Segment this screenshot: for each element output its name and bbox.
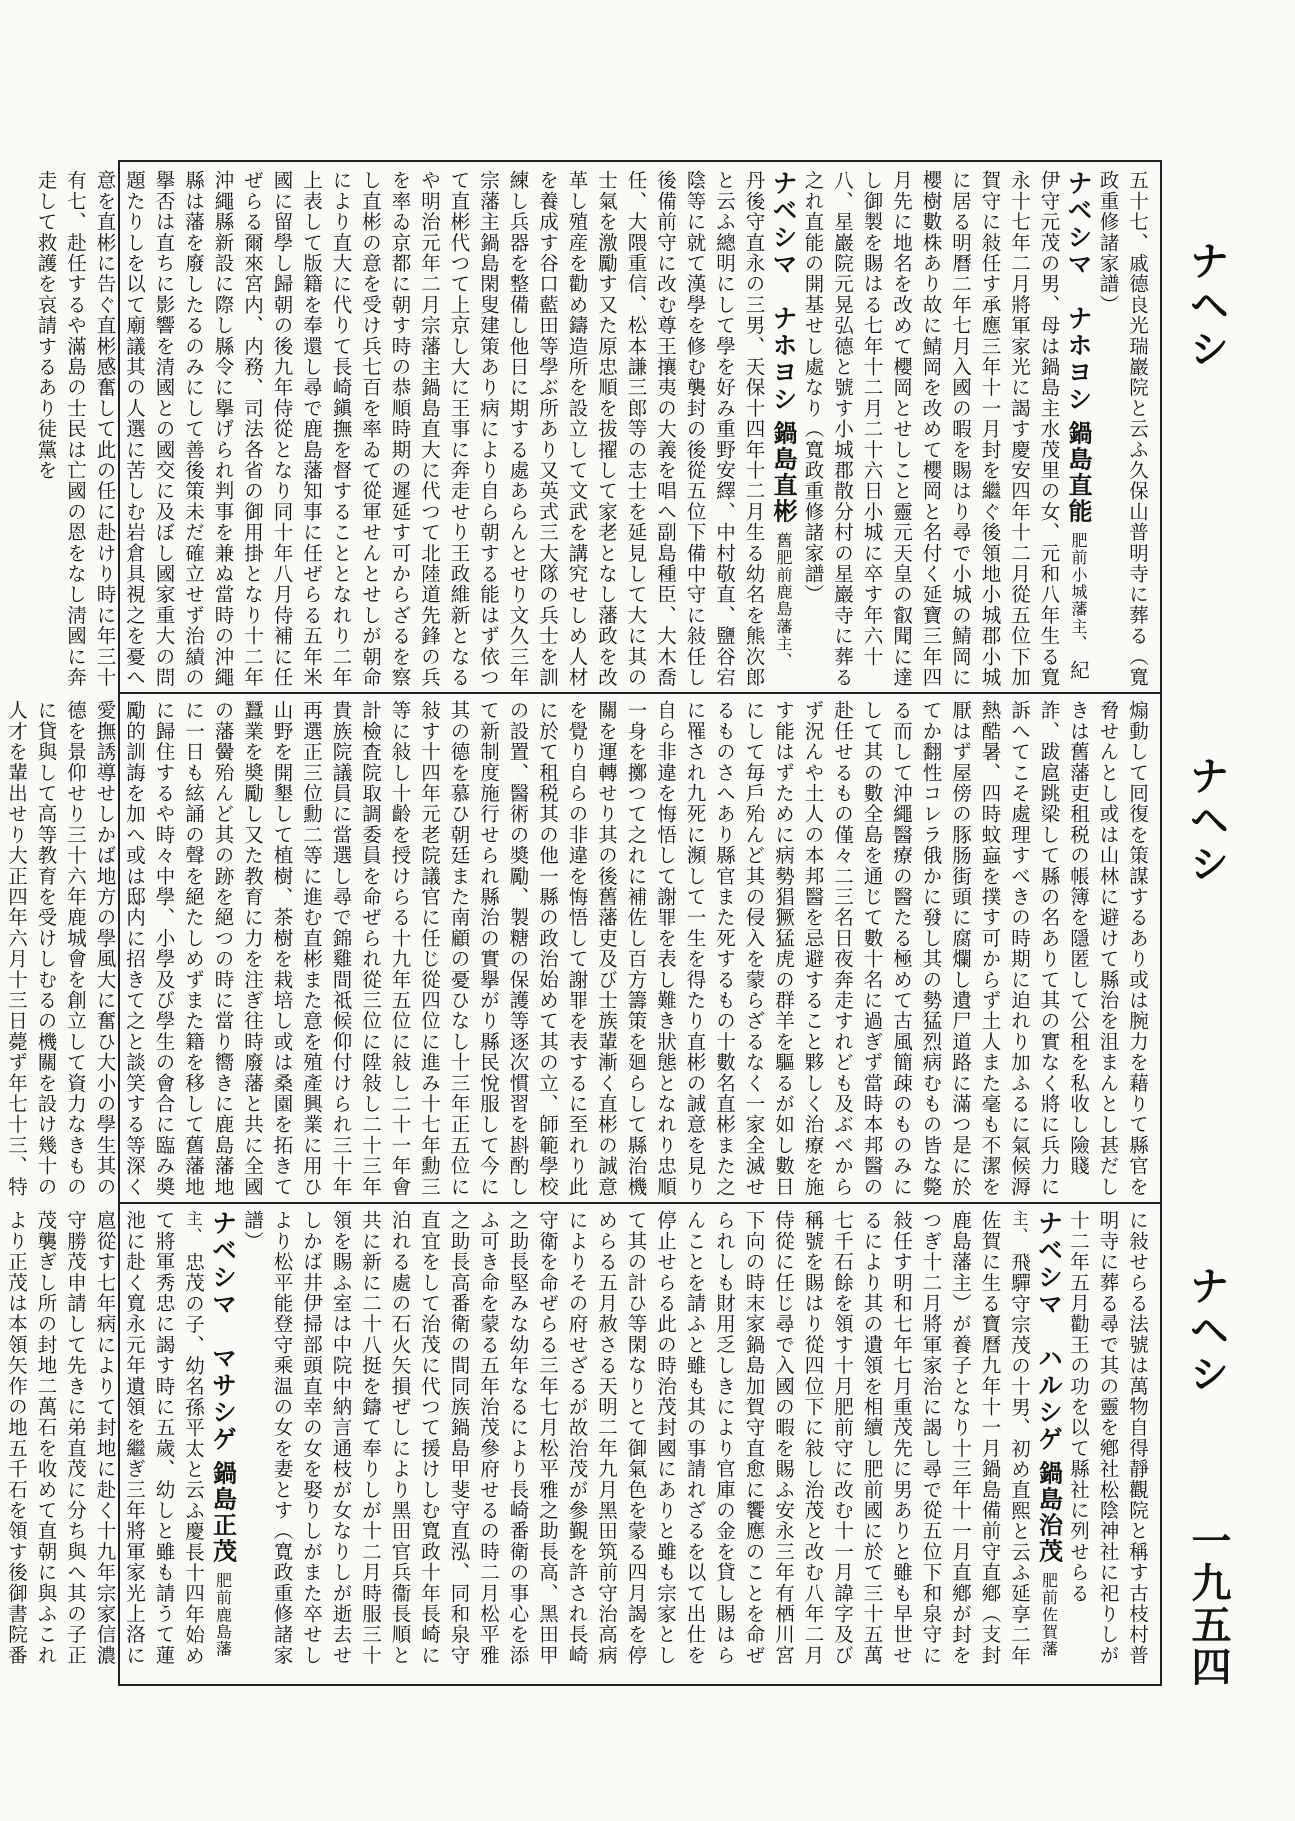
entry-body: 丹後守直永の三男、天保十四年十二月生る幼名を熊次郎と云ふ總明にして學を好み重野安繹、中村敬直、鹽谷宕陰等に就て漢學を修む襲封の後從五位下備中守に敍任し後備前守に改む尊王攘夷の大義を唱へ副島種臣、大木喬任、大隈重信、松本謙三郎等の志士を延見して大に其の士氣を激勵す又た原忠順を拔擢して家老となし藩政を改革し殖産を勸め鑄造所を設立して文武を講究せしめ人材を養成す谷口藍田等學ぶ所あり又英式三大隊の兵士を訓練し兵器を整備し他日に期する處あらんとせり文久三年宗藩主鍋島閑叟建策あり病により自ら朝する能はず依つて直彬代つて上京し大に王事に奔走せり王政維新となるや明治元年二月宗藩主鍋島直大に代つて北陸道先鋒の兵を率ゐ京都に朝す時の恭順時期の遲延す可からざるを察し直彬の意を受け兵七百を率ゐて從軍せんとせしが朝命により直大に代りて長崎鎭撫を督することとなれり二年上表して版籍を奉還し尋で鹿島藩知事に任ぜらる五年米國に留學し歸朝の後九年侍從となり同十年八月侍補に任ぜらる爾來宮内、内務、司法各省の御用掛となり十二年沖繩縣新設に際し縣令に擧げられ判事を兼ぬ當時の沖繩縣は藩を廢したるのみにして善後策未だ確立せず治績の擧否は直ちに影響を清國との國交に及ぼし國家重大の問題たりしを以て廟議其の人選に苦しむ岩倉具視之を憂へ意を直彬に告ぐ直彬感奮して此の任に赴けり時に年三十有七、赴任するや滿島の士民は亡國の恩をなし淸國に奔走して救護を哀請するあり徒黨を — [34, 170, 766, 688]
running-head-bottom: ナヘシ — [1183, 1265, 1229, 1397]
entry-title: 舊肥前鹿島藩主、 — [774, 531, 793, 670]
band-divider-upper — [120, 692, 1160, 694]
page-number: 一九五四 — [1185, 1520, 1232, 1688]
entry-nabeshima-naoyoshi-1 — [798, 170, 1093, 688]
entry-reading: ナベシマ ナホヨシ — [769, 170, 798, 413]
entry-body: 飛驒守宗茂の十男、初め直熙と云ふ延享二年佐賀に生る寶曆九年十一月鍋島備前守直鄕（支封鹿島藩主）が養子となり十三年十一月直鄕が封をつぎ十二月將軍家治に謁し尋で從五位下和泉守に敍任す明和七年七月重茂先に男ありと雖も早世せるにより其の遺領を相續し肥前國に於て三十五萬七千石餘を領す十月肥前守に改む十一月諱字及び稱號を賜はり從四位下に敍し治茂と改む八年二月侍從に任じ尋で入國の暇を賜ふ安永三年有栖川宮下向の時末家鍋島加賀守直愈に饗應のことを命ぜられしも財用乏しきにより官庫の金を貸し賜はらんことを請ふと雖も其の事請れざるを以て出仕を停止せらる此の時治茂封國にありと雖も宗家として其の計ひ等閑なりとて御氣色を蒙る四月謁を停めらる五月赦さる天明二年九月黑田筑前守治高病によりその府せざるが故治茂が參覲を許され長崎守衛を命ぜらる三年七月松平雅之助長高、黑田甲之助長堅みな幼年なるにより長崎番衛の事心を添ふ可き命を蒙る五年治茂參府せるの時二月松平雅之助長高番衛の間同族鍋島甲斐守直泓、同和泉守直宜をして治茂に代つて援けしむ寬政十年長崎に泊れる處の石火矢損ぜしにより黑田官兵衞長順と共に新に二十八挺を鑄て奉りしが十二月時服三十領を賜ふ室は中院中納言通枝が女なりしが逝去せしかば井伊掃部頭直幸の女を娶りしがまた卒せしより松平能登守乘温の女を妻とす（寬政重修諸家譜） — [241, 1210, 1031, 1666]
entry-nabeshima-harushige — [238, 1210, 1064, 1676]
entry-reading: ナベシマ ハルシゲ — [1034, 1210, 1064, 1453]
text-band-middle — [5, 700, 1152, 1198]
entry-body: 紀伊守元茂の男、母は鍋島主水茂里の女、元和八年生る寬永十七年二月將軍家光に謁す慶安四年十二月從五位下加賀守に敍任す承應三年十一月封を繼ぐ後領地小城郡小城に居る明曆二年七月入國の暇を賜はり尋で小城の鯖岡に櫻樹數株あり故に鯖岡を改めて櫻岡と名付く延寶三年四月先に地名を改めて櫻岡とせしこと靈元天皇の叡聞に達し御製を賜はる七年十二月二十六日小城に卒す年六十八、星巖院元晃弘德と號す小城郡散分村の星巖寺に葬る之れ直能の開基せし處なり（寬政重修諸家譜） — [801, 170, 1090, 688]
entry-nabeshima-naoyoshi-2 — [31, 170, 798, 688]
entry-title: 肥前佐賀藩主、 — [1010, 1210, 1059, 1658]
entry-headword: 鍋島治茂 — [1034, 1460, 1064, 1565]
entry-headword: 鍋島正茂 — [208, 1460, 238, 1565]
entry-continuation: 五十七、戚德良光瑞巖院と云ふ久保山普明寺に葬る（寬政重修諸家譜） — [1096, 170, 1149, 688]
entry-nabeshima-masashige — [0, 1210, 238, 1676]
text-band-upper — [34, 170, 1152, 688]
text-band-lower — [5, 1210, 1152, 1676]
entry-title: 肥前小城藩主、 — [1069, 531, 1088, 653]
entry-reading: ナベシマ マサシゲ — [208, 1210, 238, 1453]
entry-continuation: に敍せらる法號は萬物自得靜觀院と稱す古枝村普明寺に葬る尋で其の靈を鄕社松陰神社に祀りしが十二年五月勸王の功を以て縣社に列せらる — [1067, 1210, 1149, 1666]
running-head-top: ナヘシ — [1183, 240, 1229, 372]
text-frame — [5, 160, 1162, 1686]
entry-headword: 鍋島直能 — [1064, 420, 1093, 525]
entry-headword: 鍋島直彬 — [769, 420, 798, 525]
entry-continuation: 煽動して囘復を策謀するあり或は腕力を藉りて縣官を脅せんとし或は山林に避けて縣治を沮まんとし甚だしきは舊藩吏租税の帳簿を隱匿して公租を私收し險賤詐、跋扈跳梁して縣の名ありて其の實なく將に兵力に訴へてこそ處理すべきの時期に迫れり加ふるに氣候溽熱酷暑、四時蚊蝱を撲す可からず土人また毫も不潔を厭はず屋傍の豚肠街頭に腐爛し遺尸道路に滿つ是に於てか翻性コレラ俄かに發し其の勢猛烈病むもの皆な斃る而して沖繩醫療の醫たる極めて古風簡疎のものみにして其の數全島を通じて數十名に過ぎず當時本邦醫の赴任せるもの僅々二三名日夜奔走すれども及ぶべからず況んや土人の本邦醫を忌避すること夥しく治療を施す能はずために病勢猖獗猛虎の群羊を驅るが如し數日にして毎戶殆んど其の侵入を蒙らざるなく一家全滅せるものさへあり縣官また死するもの十數名直彬また之に罹され九死に瀕して一生を得たり直彬の誠意を見り自ら非違を悔悟して謝罪を表し難き狀態となれり忠順一身を擲つて之れに補佐し百方籌策を廻らして縣治機關を運轉せり其の後舊藩吏及び士族輩漸く直彬の誠意を覺り自らの非違を悔悟して謝罪を表するに至れり此に於て租税其の他一縣の政治始めて其の立、師範學校の設置、醫術の奬勵、製糖の保護等逐次慣習を斟酌して新制度施行せられ縣治の實擧がり縣民悅服して今に其の德を慕ひ朝廷また南顧の憂ひなし十三年正五位に敍す十四年元老院議官に任じ從四位に進み十七年勳三等に敍し十齡を授けらる十九年五位に敍し二十一年會計檢査院取調委員を命ぜられ從三位に陞敍し二十三年貴族院議員に當選し尋で錦雞間祗候仰付けられ三十年再選正三位勳二等に進む直彬また意を殖產興業に用ひ山野を開墾して植樹、茶樹を栽培し或は桑園を拓きて蠶業を奬勵し又た教育に力を注ぎ往時廢藩と共に全國の藩黌殆んど其の跡を絕つの時に當り嚮きに鹿島藩地に一日も絃誦の聲を絕たしめずまた籍を移して舊藩地に歸住するや時々中學、小學及び學生の會合に臨み奬勵的訓誨を加へ或は邸内に招きて之と談笑する等深く愛撫誘導せしかば地方の學風大に奮ひ大小の學生其の德を景仰せり三十六年鹿城會を創立して資力なきものに貸與して高等教育を受けしむるの機關を設け幾十の人才を輩出せり大正四年六月十三日薨ず年七十三、特 — [5, 700, 1149, 1197]
running-head-middle: ナヘシ — [1183, 755, 1229, 887]
entry-body: 忠茂の子、幼名孫平太と云ふ慶長十四年始めて將軍秀忠に謁す時に五歲、幼しと雖も請うて蓮池に赴く寬永元年遺領を繼ぎ三年將軍家光上洛に扈從す七年病によりて封地に赴く十九年宗家信濃守勝茂申請して先きに弟直茂に分ち與へ其の子正茂襲ぎし所の封地二萬石を收めて直朝に與ふこれより正茂は本領矢作の地五千石を領す後御書院番 — [5, 1210, 205, 1666]
band-divider-lower — [120, 1202, 1160, 1204]
entry-reading: ナベシマ ナホヨシ — [1064, 170, 1093, 413]
entry-title: 肥前鹿島藩主、 — [184, 1210, 233, 1658]
